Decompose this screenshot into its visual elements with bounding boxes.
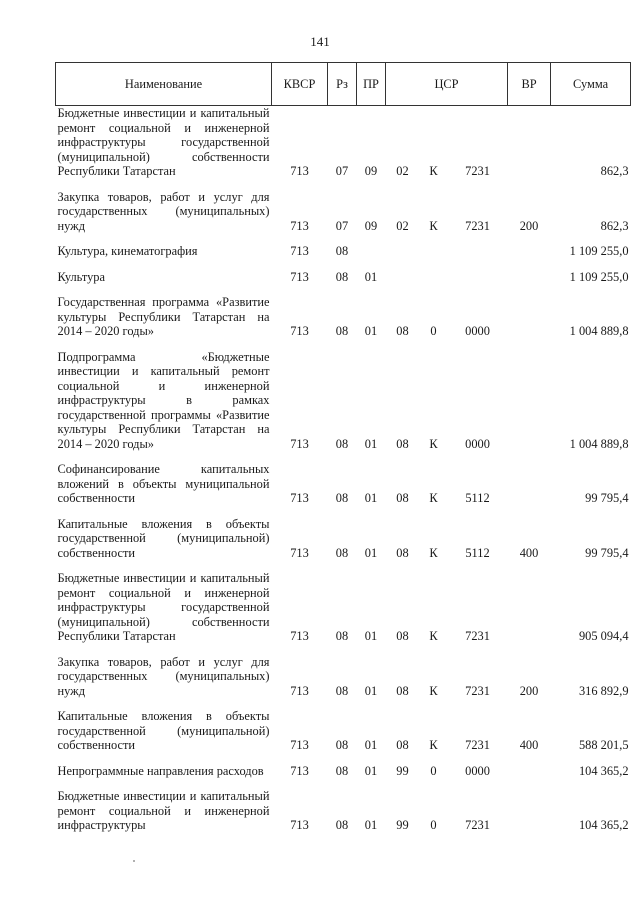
row-csr-subprogram: К [429, 218, 438, 233]
row-csr-direction: 5112 [465, 491, 490, 505]
row-rz: 07 [335, 164, 349, 178]
row-csr-program: 08 [396, 491, 409, 505]
row-csr-subprogram: К [429, 164, 438, 178]
row-pr: 01 [364, 763, 378, 778]
table-row [56, 783, 631, 838]
row-rz: 07 [335, 218, 349, 233]
row-csr-subprogram: К [429, 683, 438, 698]
table-row [56, 649, 631, 704]
row-sum: 1 004 889,8 [569, 436, 629, 451]
table-row [56, 238, 631, 264]
row-sum: 588 201,5 [578, 738, 629, 752]
row-rz: 08 [335, 491, 349, 505]
row-csr-direction: 7231 [465, 164, 490, 178]
row-csr-subprogram: К [429, 629, 438, 643]
row-csr-direction: 7231 [465, 629, 490, 643]
table-body [56, 106, 631, 838]
table-row [56, 106, 631, 184]
row-name: Государственная программа «Развитие культуры Республики Татарстан на 2014 – 2020 годы» [57, 295, 270, 338]
row-csr-subprogram: 0 [430, 324, 437, 338]
row-sum: 862,3 [600, 164, 629, 178]
row-rz: 08 [335, 324, 349, 338]
row-pr: 09 [364, 218, 378, 233]
row-csr-subprogram [420, 238, 448, 264]
row-vr [508, 238, 551, 264]
row-sum: 99 795,4 [585, 491, 629, 505]
row-sum: 1 004 889,8 [569, 324, 629, 338]
row-csr-direction [448, 264, 508, 290]
row-csr-direction: 7231 [465, 218, 490, 233]
row-kvsr: 713 [290, 436, 309, 451]
row-kvsr: 713 [290, 763, 309, 778]
row-rz: 08 [335, 818, 349, 832]
row-csr-program [386, 264, 420, 290]
row-name: Подпрограмма «Бюджетные инвестиции и капитальный ремонт социальной и инженерной инфраструктуры в рамках государственной программы «Развитие культуры Республики Татарстан на 2014 – 2020 годы» [57, 349, 270, 451]
row-kvsr: 713 [290, 164, 309, 178]
header-vr: ВР [508, 63, 551, 106]
table-row [56, 758, 631, 784]
row-kvsr: 713 [290, 218, 309, 233]
row-rz: 08 [335, 763, 349, 778]
row-vr [508, 344, 551, 457]
row-pr: 01 [364, 738, 378, 752]
table-row [56, 289, 631, 344]
row-csr-direction: 0000 [465, 763, 490, 778]
row-kvsr: 713 [290, 738, 309, 752]
row-csr-program: 08 [396, 629, 409, 643]
row-kvsr: 713 [290, 818, 309, 832]
row-rz: 08 [335, 629, 349, 643]
row-csr-direction: 5112 [465, 545, 490, 560]
table-row [56, 703, 631, 758]
row-rz: 08 [335, 683, 349, 698]
row-sum: 1 109 255,0 [569, 244, 629, 258]
row-rz: 08 [335, 244, 349, 258]
table-row [56, 511, 631, 566]
row-csr-subprogram: 0 [430, 763, 437, 778]
row-pr: 01 [364, 269, 378, 284]
row-csr-direction: 0000 [465, 324, 490, 338]
row-name: Капитальные вложения в объекты государственной (муниципальной) собственности [57, 709, 270, 752]
row-csr-program [386, 238, 420, 264]
row-sum: 1 109 255,0 [569, 269, 629, 284]
row-kvsr: 713 [290, 269, 309, 284]
row-pr: 01 [364, 818, 378, 832]
scan-speck [133, 860, 135, 862]
row-vr: 200 [519, 683, 539, 698]
row-vr [508, 783, 551, 838]
row-name: Софинансирование капитальных вложений в объекты муниципальной собственности [57, 462, 270, 505]
row-csr-program: 99 [396, 763, 409, 778]
row-csr-subprogram [420, 264, 448, 290]
row-vr: 400 [519, 738, 539, 752]
row-sum: 104 365,2 [578, 763, 629, 778]
row-csr-program: 08 [396, 436, 409, 451]
table-row [56, 344, 631, 457]
row-name: Бюджетные инвестиции и капитальный ремонт социальной и инженерной инфраструктуры [57, 789, 270, 832]
row-name: Культура [57, 269, 105, 284]
header-csr: ЦСР [386, 63, 508, 106]
row-csr-program: 08 [396, 545, 409, 560]
row-vr [508, 758, 551, 784]
row-vr [508, 565, 551, 649]
row-kvsr: 713 [290, 629, 309, 643]
row-name: Культура, кинематография [57, 244, 198, 258]
row-csr-subprogram: К [429, 491, 438, 505]
row-csr-program: 08 [396, 683, 409, 698]
row-name: Капитальные вложения в объекты государственной (муниципальной) собственности [57, 516, 270, 560]
row-pr: 01 [364, 545, 378, 560]
row-pr: 01 [364, 436, 378, 451]
header-pr: ПР [357, 63, 386, 106]
row-sum: 905 094,4 [578, 629, 629, 643]
row-csr-program: 02 [396, 164, 409, 178]
row-csr-program: 08 [396, 324, 409, 338]
table-row [56, 184, 631, 239]
row-vr [508, 289, 551, 344]
row-sum: 316 892,9 [578, 683, 629, 698]
row-pr: 01 [364, 491, 378, 505]
row-vr: 200 [519, 218, 539, 233]
table-row [56, 456, 631, 511]
row-name: Непрограммные направления расходов [57, 763, 264, 778]
row-csr-program: 99 [396, 818, 409, 832]
row-csr-subprogram: К [429, 738, 438, 752]
row-rz: 08 [335, 738, 349, 752]
budget-table [55, 62, 631, 838]
row-pr: 01 [364, 629, 378, 643]
row-vr [508, 106, 551, 184]
row-name: Закупка товаров, работ и услуг для государственных (муниципальных) нужд [57, 654, 270, 698]
row-kvsr: 713 [290, 244, 309, 258]
row-csr-subprogram: К [429, 436, 438, 451]
row-kvsr: 713 [290, 545, 309, 560]
row-csr-subprogram: К [429, 545, 438, 560]
row-pr: 01 [364, 324, 378, 338]
header-rz: Рз [328, 63, 357, 106]
row-name: Бюджетные инвестиции и капитальный ремонт социальной и инженерной инфраструктуры государственной (муниципальной) собственности Республики Татарстан [57, 106, 270, 178]
row-rz: 08 [335, 269, 349, 284]
row-csr-direction: 7231 [465, 818, 490, 832]
row-vr [508, 264, 551, 290]
row-vr: 400 [519, 545, 539, 560]
row-pr: 09 [364, 164, 378, 178]
row-rz: 08 [335, 545, 349, 560]
table-row [56, 264, 631, 290]
header-sum: Сумма [551, 63, 631, 106]
row-sum: 862,3 [600, 218, 629, 233]
row-kvsr: 713 [290, 491, 309, 505]
row-csr-subprogram: 0 [430, 818, 437, 832]
row-sum: 104 365,2 [578, 818, 629, 832]
row-csr-program: 02 [396, 218, 409, 233]
page-number: 141 [310, 34, 330, 49]
row-name: Закупка товаров, работ и услуг для государственных (муниципальных) нужд [57, 189, 270, 233]
row-kvsr: 713 [290, 324, 309, 338]
table-row [56, 565, 631, 649]
table-header-row [56, 63, 631, 106]
row-sum: 99 795,4 [585, 545, 629, 560]
row-csr-direction: 7231 [465, 683, 490, 698]
header-kvsr: КВСР [272, 63, 328, 106]
row-rz: 08 [335, 436, 349, 451]
row-pr: 01 [364, 683, 378, 698]
row-pr [357, 238, 386, 264]
row-vr [508, 456, 551, 511]
row-kvsr: 713 [290, 683, 309, 698]
row-csr-direction: 7231 [465, 738, 490, 752]
header-name: Наименование [56, 63, 272, 106]
row-name: Бюджетные инвестиции и капитальный ремонт социальной и инженерной инфраструктуры государственной (муниципальной) собственности Республики Татарстан [57, 571, 270, 643]
row-csr-program: 08 [396, 738, 409, 752]
row-csr-direction [448, 238, 508, 264]
row-csr-direction: 0000 [465, 436, 490, 451]
